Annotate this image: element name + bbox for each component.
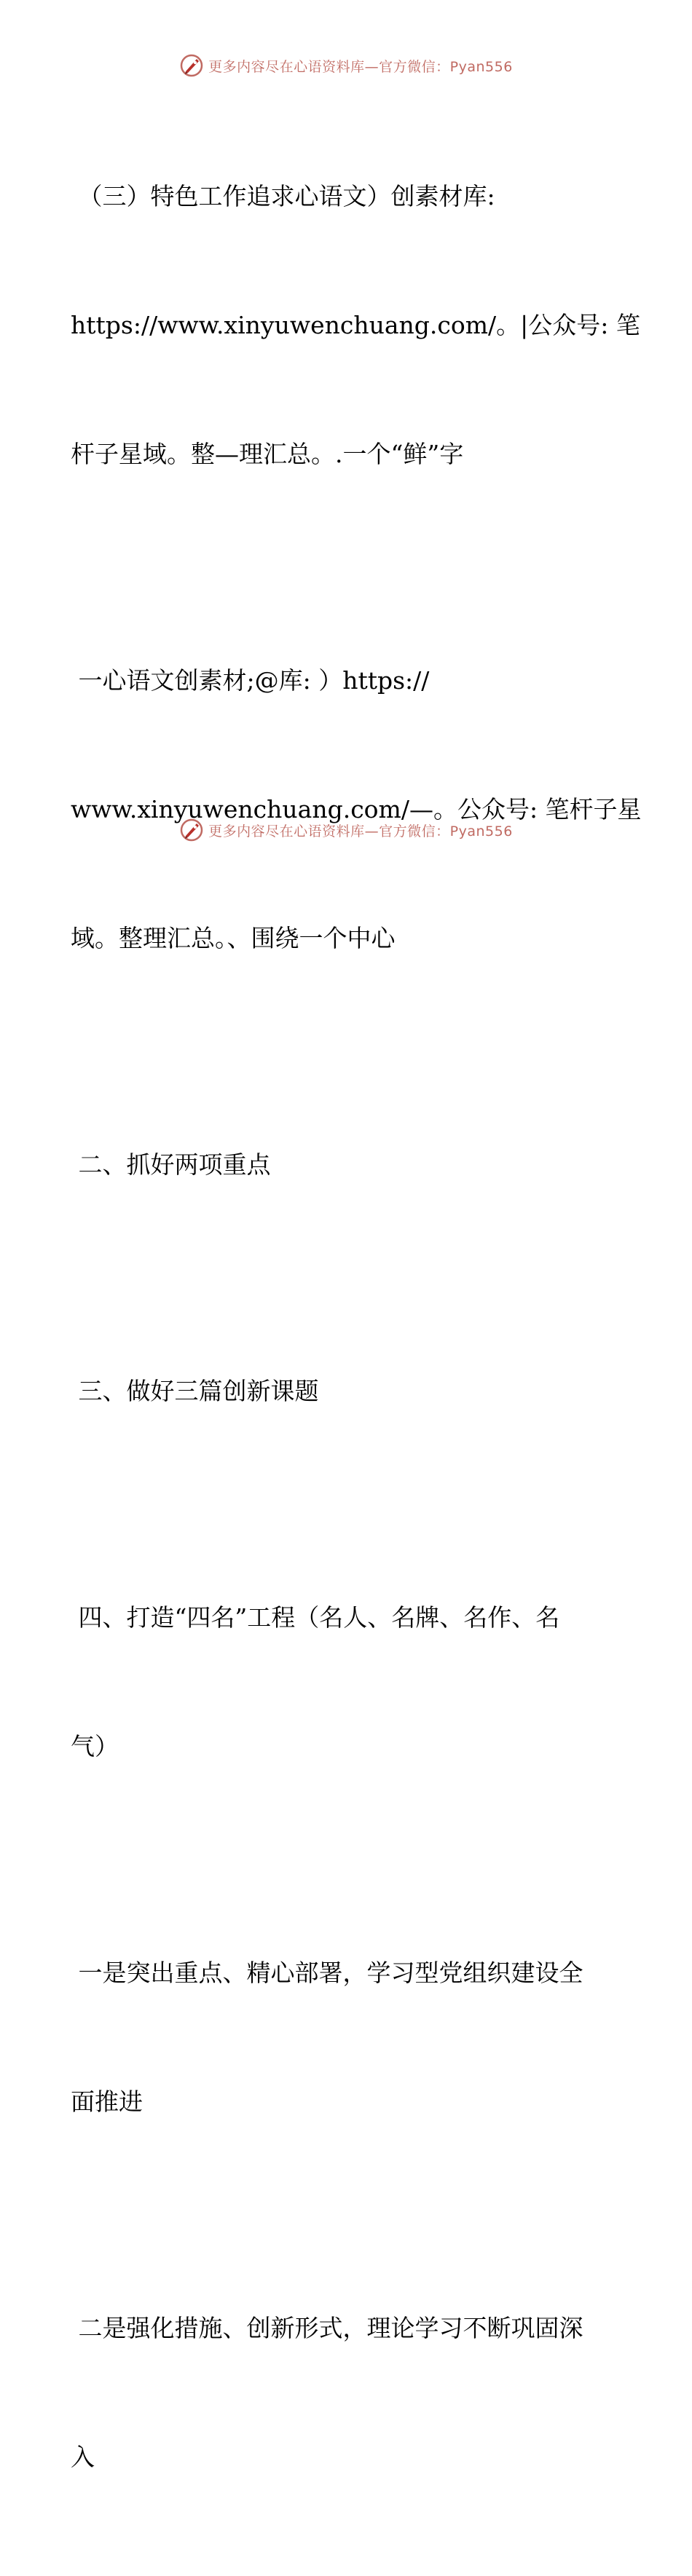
document-body <box>71 89 642 2576</box>
text-line: www.xinyuwenchuang.com/—。公众号: 笔杆子星 <box>71 795 642 823</box>
text-line: 面推进 <box>71 2087 143 2116</box>
footer-banner <box>0 815 692 845</box>
paragraph <box>71 89 640 561</box>
header-banner-text: 更多内容尽在心语资料库—官方微信：Pyan556 <box>208 58 513 75</box>
quill-pen-logo-icon <box>179 53 204 78</box>
text-line: 一是突出重点、精心部署，学习型党组织建设全 <box>71 1959 583 1987</box>
text-line: 域。整理汇总。、围绕一个中心 <box>71 924 396 952</box>
text-line: 四、打造“四名”工程（名人、名牌、名作、名 <box>71 1603 560 1632</box>
paragraph <box>71 1865 624 2209</box>
paragraph <box>71 1510 624 1854</box>
paragraph <box>71 573 642 1046</box>
text-line: https://www.xinyuwenchuang.com/。|公众号: 笔 <box>71 311 640 339</box>
text-line: 二、抓好两项重点 <box>71 1150 271 1179</box>
text-line: 气） <box>71 1732 119 1761</box>
text-line: 一心语文创素材;@库: ）https:// <box>71 666 430 695</box>
quill-pen-logo-icon <box>179 818 204 842</box>
header-banner <box>0 51 692 80</box>
footer-banner-text: 更多内容尽在心语资料库—官方微信：Pyan556 <box>208 823 513 839</box>
text-line: 三、做好三篇创新课题 <box>71 1377 319 1405</box>
text-line: 入 <box>71 2443 95 2471</box>
paragraph <box>71 2221 624 2564</box>
text-line: 杆子星域。整—理汇总。.一个“鲜”字 <box>71 440 464 468</box>
text-line: 二是强化措施、创新形式，理论学习不断巩固深 <box>71 2314 583 2342</box>
paragraph <box>71 1284 624 1498</box>
paragraph <box>71 1057 624 1272</box>
text-line: （三）特色工作追求心语文）创素材库: <box>71 182 495 210</box>
